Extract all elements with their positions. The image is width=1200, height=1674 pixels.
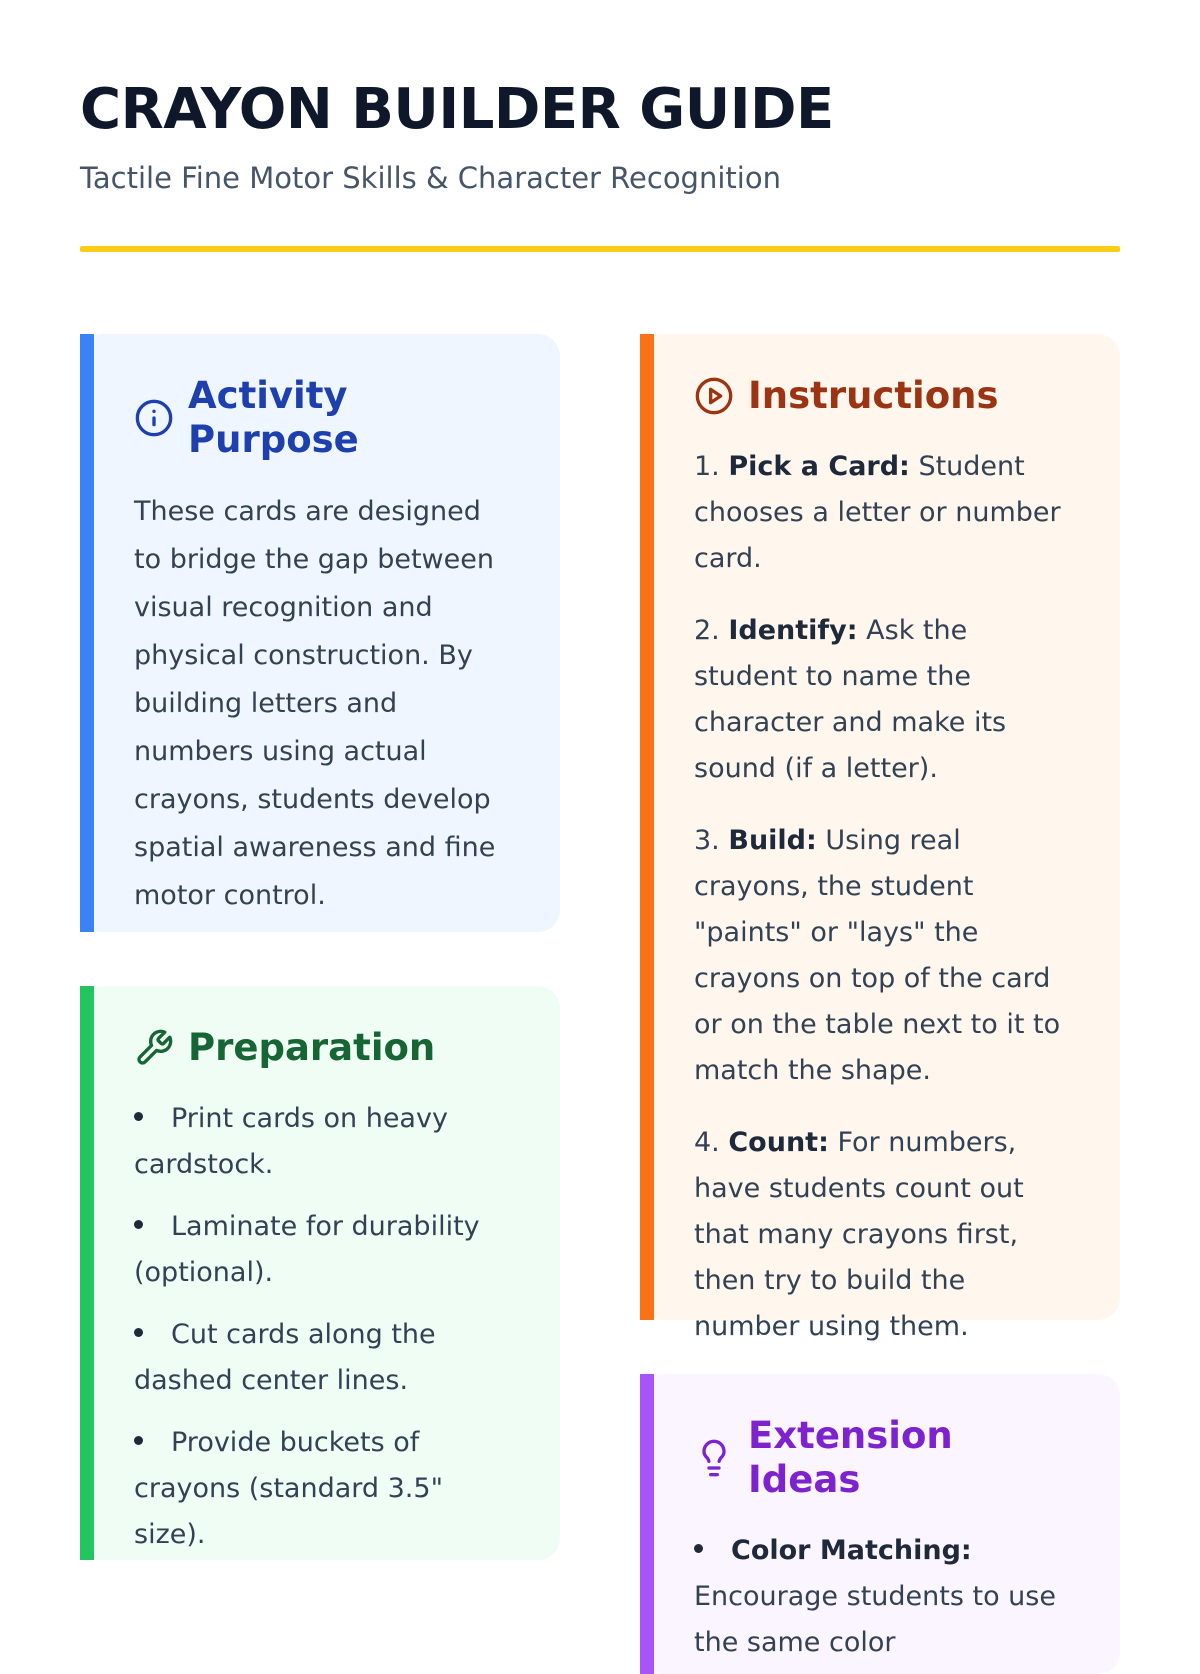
lightbulb-icon xyxy=(694,1438,734,1478)
wrench-icon xyxy=(134,1028,174,1068)
page-subtitle: Tactile Fine Motor Skills & Character Recognition xyxy=(80,161,781,195)
instruction-step: 1. Pick a Card: Student chooses a letter or number card. xyxy=(694,451,1061,574)
page-header xyxy=(80,76,1120,196)
header-divider xyxy=(80,246,1120,252)
extension-ideas-title: Extension Ideas xyxy=(748,1414,953,1501)
instruction-step: 2. Identify: Ask the student to name the character and make its sound (if a letter). xyxy=(694,615,1007,784)
instructions-steps xyxy=(694,444,1076,1350)
info-icon xyxy=(134,398,174,438)
preparation-title: Preparation xyxy=(188,1026,436,1069)
list-item: Laminate for durability (optional). xyxy=(134,1211,480,1288)
instruction-step: 3. Build: Using real crayons, the student "paints" or "lays" the crayons on top of the card or on the table next to it to match the shape. xyxy=(694,825,1061,1086)
list-item: Provide buckets of crayons (standard 3.5" size). xyxy=(134,1427,443,1550)
preparation-card xyxy=(80,986,560,1560)
play-circle-icon xyxy=(694,376,734,416)
activity-purpose-text: These cards are designed to bridge the gap between visual recognition and physical construction. By building letters and numbers using actual crayons, students develop spatial awareness and fine motor control. xyxy=(134,496,496,911)
instructions-title: Instructions xyxy=(748,374,999,417)
page-title: CRAYON BUILDER GUIDE xyxy=(80,77,834,142)
activity-purpose-title: Activity Purpose xyxy=(188,374,359,461)
instruction-step: 4. Count: For numbers, have students count out that many crayons first, then try to build the number using them. xyxy=(694,1127,1024,1342)
extension-list xyxy=(694,1528,1076,1666)
extension-ideas-card xyxy=(640,1374,1120,1674)
list-item: Color Matching: Encourage students to use the same color xyxy=(694,1535,1056,1658)
list-item: Print cards on heavy cardstock. xyxy=(134,1103,448,1180)
preparation-list xyxy=(134,1096,516,1558)
instructions-card xyxy=(640,334,1120,1342)
list-item: Cut cards along the dashed center lines. xyxy=(134,1319,436,1396)
activity-purpose-card xyxy=(80,334,560,932)
